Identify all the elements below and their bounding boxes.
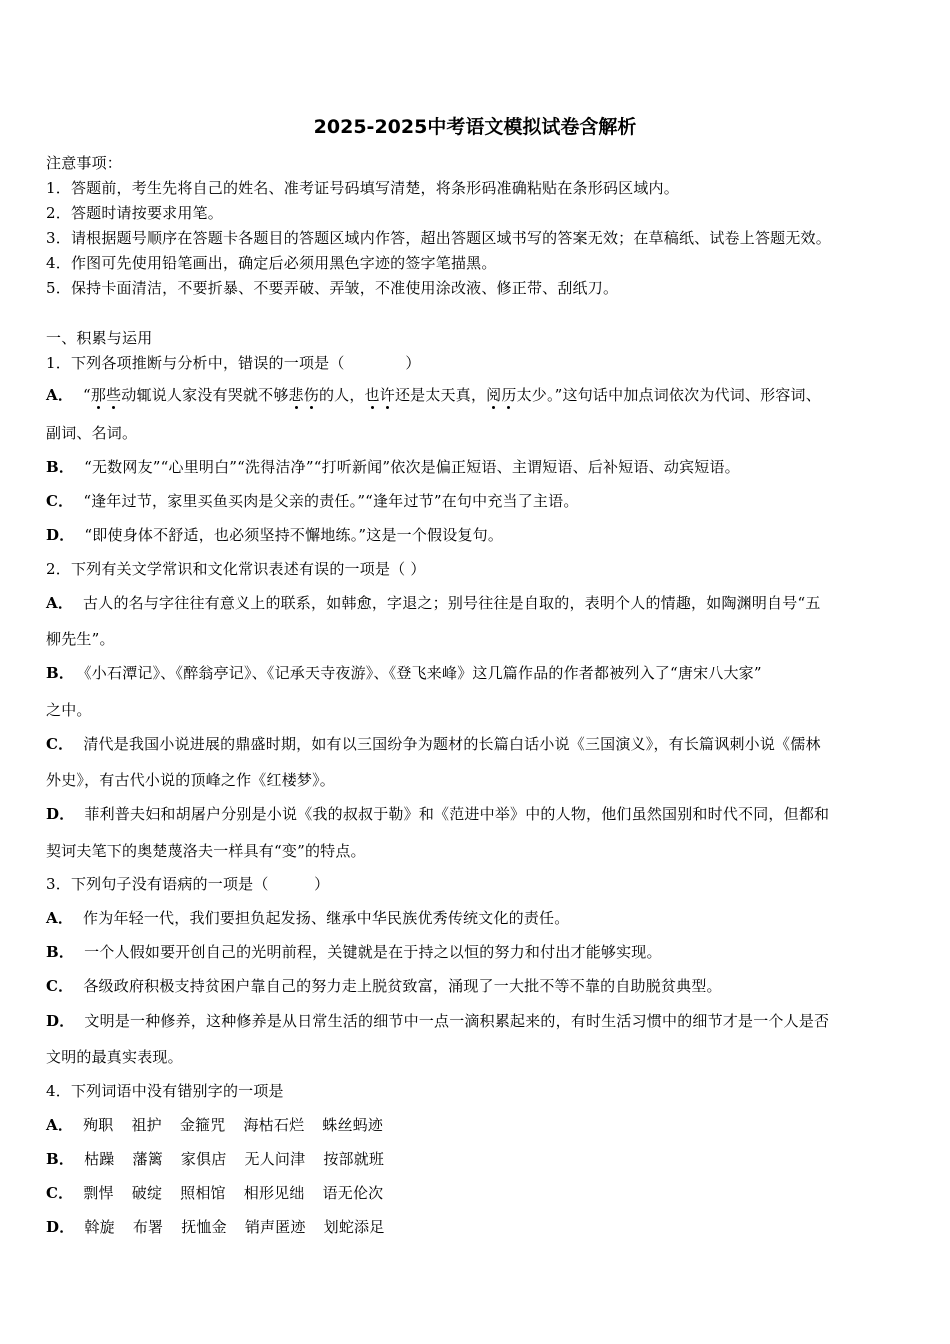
question-1-option-a [46,384,821,405]
emphasis-dot-char: 阅 [486,386,502,404]
question-4-option-b [46,1148,402,1169]
notice-item: 1．答题前，考生先将自己的姓名、准考证号码填写清楚，将条形码准确粘贴在条形码区域内。 [46,179,679,197]
question-3-option-d [46,1010,829,1031]
option-label: A． [46,909,74,927]
emphasized-word [365,386,395,404]
word: 斡旋 [84,1218,115,1236]
word: 抚恤金 [181,1218,227,1236]
option-text: 一个人假如要开创自己的光明前程，关键就是在于持之以恒的努力和付出才能够实现。 [84,943,662,961]
question-3-stem: 3．下列句子没有语病的一项是（ ） [46,875,330,893]
notice-item: 4．作图可先使用铅笔画出，确定后必须用黑色字迹的签字笔描黑。 [46,254,497,272]
option-text: 还是太天真， [394,386,487,404]
question-2-option-d-cont: 契诃夫笔下的奥楚蔑洛夫一样具有“变”的特点。 [46,842,366,860]
option-text: “无数网友”“心里明白”“洗得洁净”“打听新闻”依次是偏正短语、主谓短语、后补短语、动宾短语。 [84,458,740,476]
word: 金箍咒 [179,1116,226,1134]
option-text: 动辄说人家没有哭就不够 [121,386,289,404]
word: 划蛇添足 [323,1218,385,1236]
word: 布署 [132,1218,164,1236]
emphasized-word [486,386,516,404]
page-title: 2025-2025中考语文模拟试卷含解析 [313,116,637,138]
word: 相形见绌 [243,1184,305,1202]
question-1-option-b [46,456,740,477]
option-text: 文明是一种修养，这种修养是从日常生活的细节中一点一滴积累起来的，有时生活习惯中的细节才是一个人是否 [84,1012,830,1030]
word: 家俱店 [180,1150,227,1168]
option-label: C． [46,1184,74,1202]
option-text: “ [83,386,91,404]
question-4-option-c [46,1182,401,1203]
word: 按部就班 [323,1150,385,1168]
word: 销声匿迹 [244,1218,306,1236]
question-2-option-c-cont: 外史》，有古代小说的顶峰之作《红楼梦》。 [46,771,336,789]
question-1-stem: 1．下列各项推断与分析中，错误的一项是（ ） [46,354,421,372]
option-label: C． [46,735,74,753]
option-label: D． [46,526,75,544]
emphasis-dot-char: 那 [90,386,107,404]
question-2-option-b [46,662,762,683]
option-label: B． [46,1150,75,1168]
option-text: “逢年过节，家里买鱼买肉是父亲的责任。”“逢年过节”在句中充当了主语。 [83,492,579,510]
word: 海枯石烂 [243,1116,305,1134]
emphasized-word [289,386,319,404]
emphasis-dot-char: 历 [501,386,517,404]
option-text: 太少。”这句话中加点词依次为代词、形容词、 [516,386,821,404]
question-1-option-a-cont: 副词、名词。 [46,424,138,442]
question-2-stem: 2．下列有关文学常识和文化常识表述有误的一项是（ ） [46,560,426,578]
question-2-option-c [46,733,821,754]
emphasis-dot-char: 许 [379,386,395,404]
word: 语无伦次 [322,1184,384,1202]
question-3-option-a [46,907,569,928]
question-2-option-d [46,803,829,824]
option-label: A． [46,386,74,404]
question-3-option-d-cont: 文明的最真实表现。 [46,1048,183,1066]
word: 破绽 [131,1184,163,1202]
option-label: D． [46,1218,75,1236]
option-label: C． [46,977,74,995]
option-text: 《小石潭记》、《醉翁亭记》、《记承天寺夜游》、《登飞来峰》这几篇作品的作者都被列入了“唐宋八大家” [84,664,762,682]
option-label: D． [46,1012,75,1030]
question-1-option-d [46,524,503,545]
question-2-option-a-cont: 柳先生”。 [46,630,115,648]
word: 照相馆 [180,1184,226,1202]
question-3-option-c [46,975,722,996]
word: 蛛丝蚂迹 [322,1116,384,1134]
option-label: A． [46,594,74,612]
question-4-option-a [46,1114,401,1135]
notice-item: 2．答题时请按要求用笔。 [46,204,223,222]
option-text: 作为年轻一代，我们要担负起发扬、继承中华民族优秀传统文化的责任。 [83,909,570,927]
option-text: 古人的名与字往往有意义上的联系，如韩愈，字退之；别号往往是自取的，表明个人的情趣，如陶渊明自号“五 [83,594,821,612]
option-text: 菲利普夫妇和胡屠户分别是小说《我的叔叔于勒》和《范进中举》中的人物，他们虽然国别和时代不同，但都和 [84,805,830,823]
option-label: C． [46,492,74,510]
emphasized-word [91,386,121,404]
section-heading: 一、积累与运用 [46,329,153,347]
notice-item: 3．请根据题号顺序在答题卡各题目的答题区域内作答，超出答题区域书写的答案无效；在草稿纸、试卷上答题无效。 [46,229,831,247]
option-label: B． [46,943,75,961]
question-1-option-c [46,490,579,511]
option-label: D． [46,805,75,823]
question-4-stem: 4．下列词语中没有错别字的一项是 [46,1082,284,1100]
question-4-option-d [46,1216,402,1237]
word: 枯躁 [84,1150,115,1168]
emphasis-dot-char: 悲 [288,386,304,404]
option-label: A． [46,1116,74,1134]
emphasis-dot-char: 伤 [303,386,319,404]
option-text: 的人， [318,386,365,404]
emphasis-dot-char: 些 [106,386,122,404]
notice-item: 5．保持卡面清洁，不要折暴、不要弄破、弄皱，不准使用涂改液、修正带、刮纸刀。 [46,279,619,297]
word: 祖护 [131,1116,162,1134]
question-3-option-b [46,941,662,962]
word: 藩篱 [132,1150,163,1168]
word: 殉职 [83,1116,114,1134]
option-text: 各级政府积极支持贫困户靠自己的努力走上脱贫致富，涌现了一大批不等不靠的自助脱贫典型。 [83,977,722,995]
emphasis-dot-char: 也 [364,386,380,404]
option-label: B． [46,664,75,682]
question-2-option-a [46,592,821,613]
word: 剽悍 [83,1184,114,1202]
notice-heading: 注意事项： [46,154,123,172]
question-2-option-b-cont: 之中。 [46,701,92,719]
option-text: 清代是我国小说进展的鼎盛时期，如有以三国纷争为题材的长篇白话小说《三国演义》，有长篇讽刺小说《儒林 [83,735,821,753]
option-text: “即使身体不舒适，也必须坚持不懈地练。”这是一个假设复句。 [84,526,504,544]
option-label: B． [46,458,75,476]
word: 无人问津 [244,1150,306,1168]
